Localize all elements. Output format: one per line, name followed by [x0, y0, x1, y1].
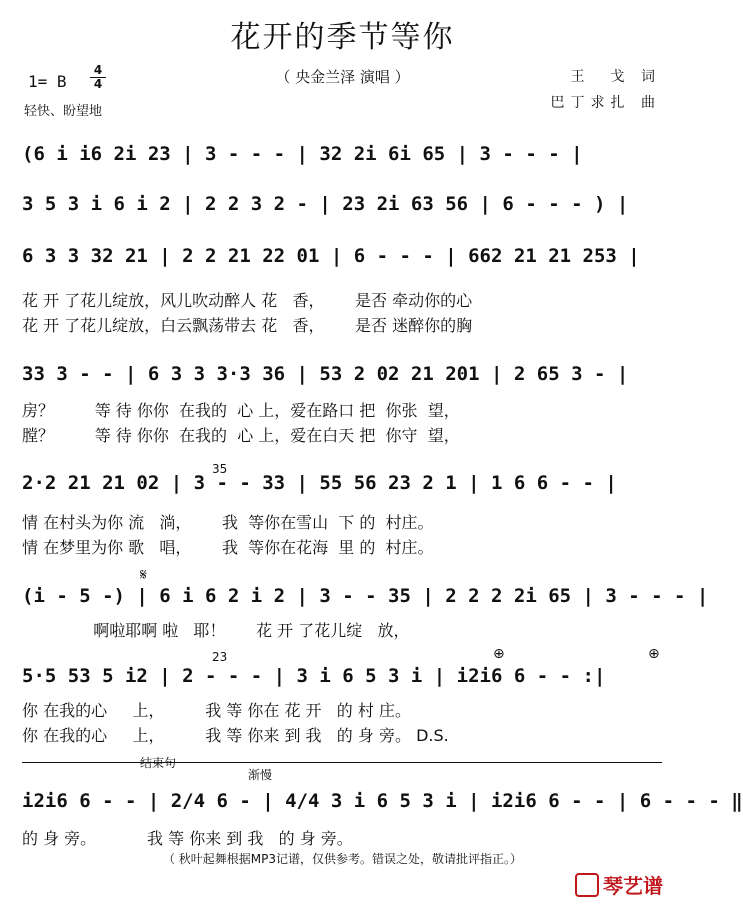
segno-icon: 𝄋 [140, 565, 147, 584]
staff-line-4: 33 3 - - | 6 3 3 3·3 36 | 53 2 02 21 201 | 2 65 3 - | [22, 363, 629, 385]
site-logo [575, 870, 663, 899]
time-sig-top: 4 [93, 63, 103, 77]
lyric-line-3a: 花 开 了花儿绽放，风儿吹动醉人 花 香， 是否 牵动你的心 [22, 291, 473, 310]
staff-line-3: 6 3 3 32 21 | 2 2 21 22 01 | 6 - - - | 662 21 21 253 | [22, 245, 640, 267]
staff-line-5: 2·2 21 21 02 | 3 - - 33 | 55 56 23 2 1 | 1 6 6 - - | [22, 472, 617, 494]
transcriber-note: （ 秋叶起舞根据MP3记谱，仅供参考。错误之处，敬请批评指正。） [162, 852, 523, 866]
lyric-line-7b: 你 在我的心 上， 我 等 你来 到 我 的 身 旁。 D.S. [22, 726, 449, 745]
composer: 巴丁求扎 曲 [550, 95, 661, 111]
logo-icon [575, 873, 599, 897]
coda-icon: ⊕ [493, 646, 505, 662]
tempo-marking: 轻快、盼望地 [24, 104, 103, 119]
lyric-line-3b: 花 开 了花儿绽放，白云飘荡带去 花 香， 是否 迷醉你的胸 [22, 316, 473, 335]
song-title: 花开的季节等你 [230, 20, 455, 55]
singer-credit: （ 央金兰泽 演唱 ） [275, 68, 410, 86]
staff-line-1: (6 i i6 2i 23 | 3 - - - | 32 2i 6i 65 | 3 - - - | [22, 143, 583, 165]
grace-note-23: 23 [212, 650, 228, 664]
staff-line-6: (i - 5 -) | 6 i 6 2 i 2 | 3 - - 35 | 2 2 2 2i 65 | 3 - - - | [22, 585, 709, 607]
key-signature: 1= B [28, 72, 67, 91]
time-signature [90, 64, 106, 91]
lyric-line-6: 啊啦耶啊 啦 耶！ 花 开 了花儿绽 放， [22, 621, 410, 640]
grace-note-35: 35 [212, 462, 228, 476]
staff-line-7: 5·5 53 5 i2 | 2 - - - | 3 i 6 5 3 i | i2i6 6 - - :| [22, 665, 606, 687]
logo-text: 琴艺谱 [603, 874, 663, 898]
lyric-line-5b: 情 在梦里为你 歌 唱， 我 等你在花海 里 的 村庄。 [22, 538, 434, 557]
ending-bracket [22, 762, 662, 763]
ritardando-marking: 渐慢 [248, 768, 273, 782]
lyric-line-7a: 你 在我的心 上， 我 等 你在 花 开 的 村 庄。 [22, 701, 411, 720]
ending-label: 结束句 [140, 756, 177, 770]
staff-line-8: i2i6 6 - - | 2/4 6 - | 4/4 3 i 6 5 3 i | i2i6 6 - - | 6 - - - ‖ [22, 790, 743, 812]
lyricist: 王 戈 词 [570, 69, 661, 85]
lyric-line-8: 的 身 旁。 我 等 你来 到 我 的 身 旁。 [22, 829, 353, 848]
time-sig-bottom: 4 [90, 77, 106, 91]
lyric-line-5a: 情 在村头为你 流 淌， 我 等你在雪山 下 的 村庄。 [22, 513, 434, 532]
lyric-line-4b: 膛？ 等 待 你你 在我的 心 上，爱在白天 把 你守 望， [22, 426, 460, 445]
staff-line-2: 3 5 3 i 6 i 2 | 2 2 3 2 - | 23 2i 63 56 | 6 - - - ) | [22, 193, 629, 215]
lyric-line-4a: 房？ 等 待 你你 在我的 心 上，爱在路口 把 你张 望， [22, 401, 460, 420]
coda-icon-end: ⊕ [648, 646, 660, 662]
